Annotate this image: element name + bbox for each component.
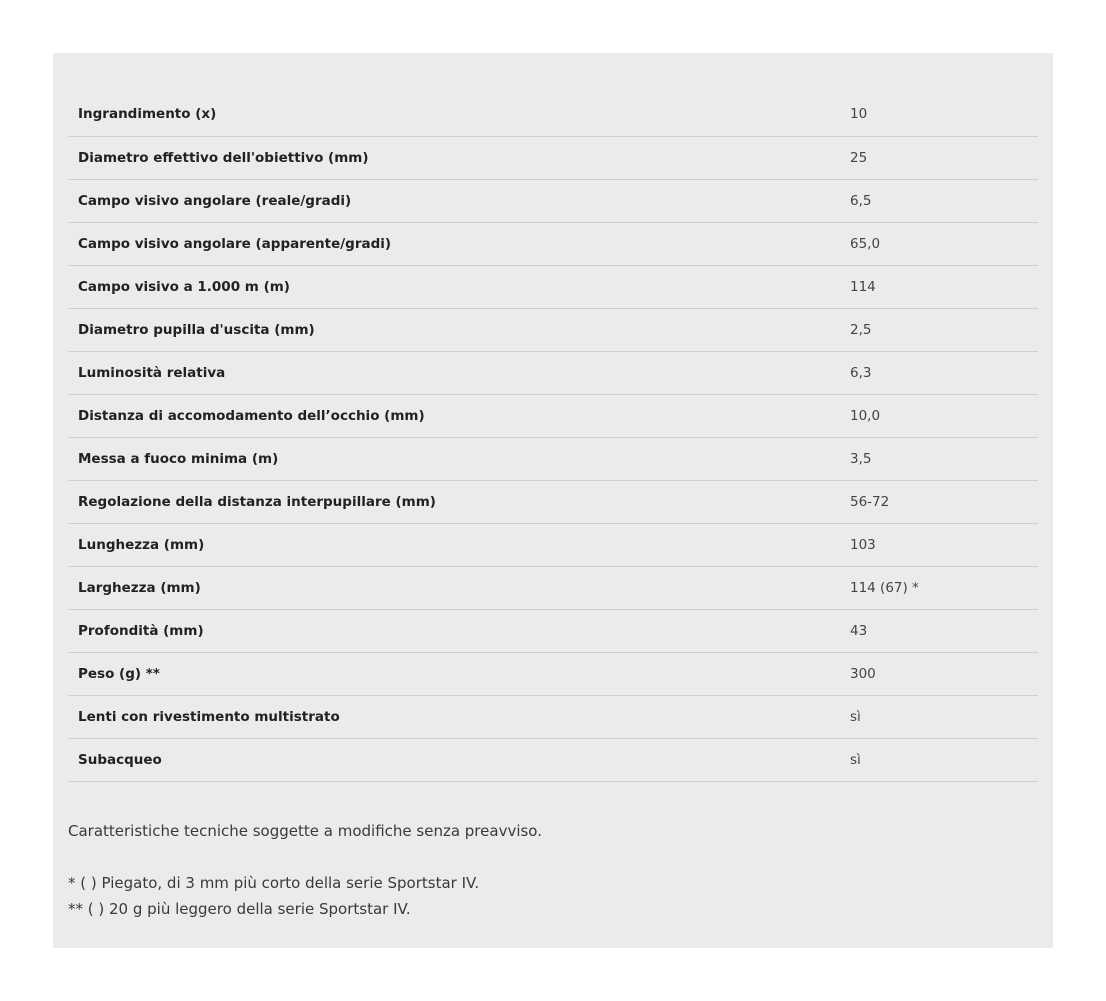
spec-label: Diametro pupilla d'uscita (mm) bbox=[68, 308, 850, 351]
spec-label: Profondità (mm) bbox=[68, 609, 850, 652]
spec-value: 114 (67) * bbox=[850, 566, 1038, 609]
table-row bbox=[68, 480, 1038, 523]
specs-table bbox=[68, 93, 1038, 782]
spec-value: 43 bbox=[850, 609, 1038, 652]
spec-value: 3,5 bbox=[850, 437, 1038, 480]
spec-label: Larghezza (mm) bbox=[68, 566, 850, 609]
spec-label: Messa a fuoco minima (m) bbox=[68, 437, 850, 480]
notes bbox=[68, 818, 1038, 922]
table-row bbox=[68, 523, 1038, 566]
spec-label: Lenti con rivestimento multistrato bbox=[68, 695, 850, 738]
spec-value: sì bbox=[850, 695, 1038, 738]
table-row bbox=[68, 652, 1038, 695]
table-row bbox=[68, 179, 1038, 222]
footnote-2: ** ( ) 20 g più leggero della serie Sportstar IV. bbox=[68, 900, 411, 918]
table-row bbox=[68, 566, 1038, 609]
spec-value: 10,0 bbox=[850, 394, 1038, 437]
table-row bbox=[68, 351, 1038, 394]
disclaimer-text: Caratteristiche tecniche soggette a modifiche senza preavviso. bbox=[68, 822, 542, 840]
table-row bbox=[68, 695, 1038, 738]
spec-label: Regolazione della distanza interpupillare (mm) bbox=[68, 480, 850, 523]
table-row bbox=[68, 308, 1038, 351]
spec-value: 114 bbox=[850, 265, 1038, 308]
spec-label: Campo visivo angolare (reale/gradi) bbox=[68, 179, 850, 222]
spec-value: 103 bbox=[850, 523, 1038, 566]
table-row bbox=[68, 609, 1038, 652]
spec-label: Diametro effettivo dell'obiettivo (mm) bbox=[68, 136, 850, 179]
spec-value: 6,5 bbox=[850, 179, 1038, 222]
spec-label: Luminosità relativa bbox=[68, 351, 850, 394]
footnote-1: * ( ) Piegato, di 3 mm più corto della serie Sportstar IV. bbox=[68, 874, 480, 892]
spec-value: 300 bbox=[850, 652, 1038, 695]
spec-label: Peso (g) ** bbox=[68, 652, 850, 695]
spec-label: Lunghezza (mm) bbox=[68, 523, 850, 566]
table-row bbox=[68, 222, 1038, 265]
spec-value: 10 bbox=[850, 93, 1038, 136]
table-row bbox=[68, 394, 1038, 437]
table-row bbox=[68, 437, 1038, 480]
table-row bbox=[68, 136, 1038, 179]
table-row bbox=[68, 738, 1038, 781]
spec-value: 6,3 bbox=[850, 351, 1038, 394]
spec-value: 2,5 bbox=[850, 308, 1038, 351]
spec-value: 56-72 bbox=[850, 480, 1038, 523]
table-row bbox=[68, 93, 1038, 136]
spec-label: Campo visivo angolare (apparente/gradi) bbox=[68, 222, 850, 265]
table-row bbox=[68, 265, 1038, 308]
spec-label: Distanza di accomodamento dell’occhio (mm) bbox=[68, 394, 850, 437]
spec-value: sì bbox=[850, 738, 1038, 781]
specs-panel bbox=[53, 53, 1053, 948]
spec-value: 25 bbox=[850, 136, 1038, 179]
spec-value: 65,0 bbox=[850, 222, 1038, 265]
spec-label: Campo visivo a 1.000 m (m) bbox=[68, 265, 850, 308]
spec-label: Ingrandimento (x) bbox=[68, 93, 850, 136]
spec-label: Subacqueo bbox=[68, 738, 850, 781]
